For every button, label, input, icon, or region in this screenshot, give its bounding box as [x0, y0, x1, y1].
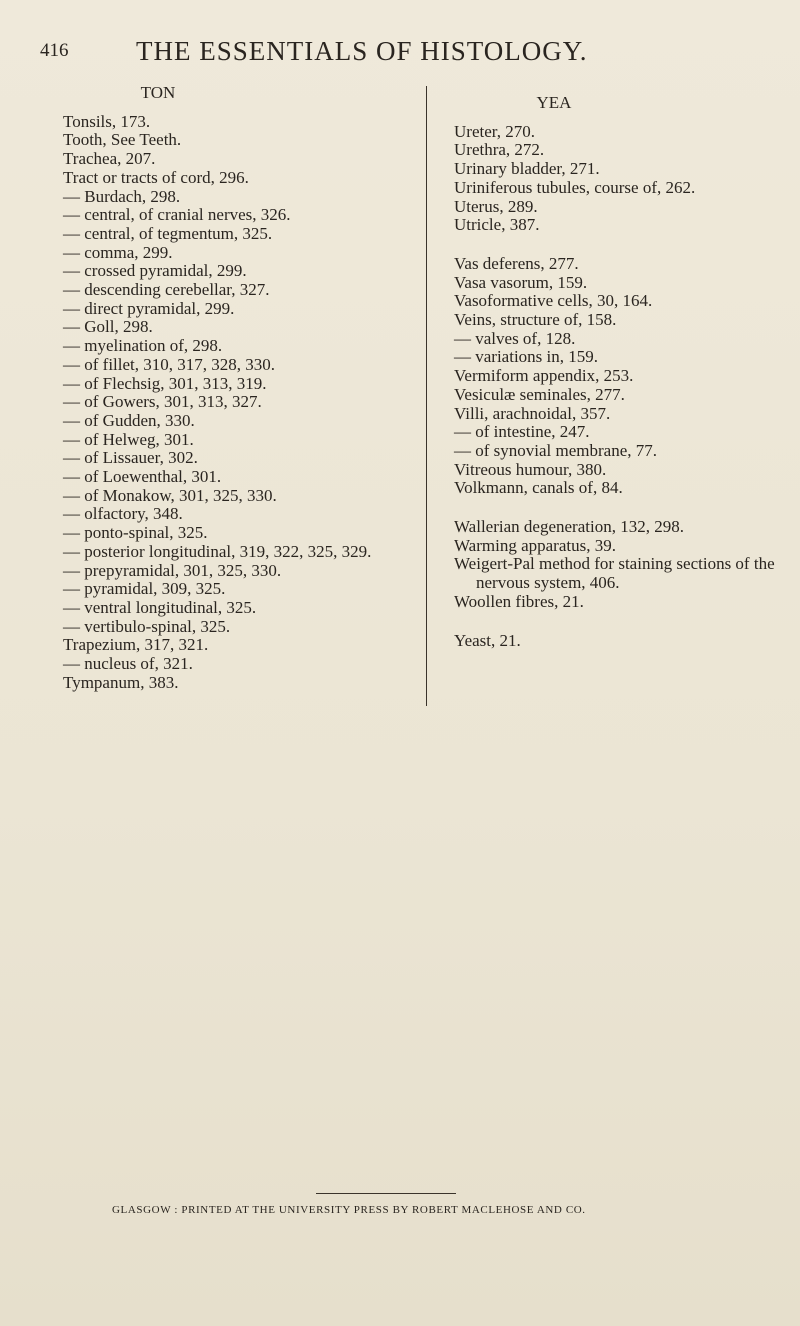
index-entry: Urinary bladder, 271. [454, 159, 600, 179]
index-entry-list-left [63, 113, 423, 693]
group-spacer [454, 235, 784, 255]
index-entry: Tract or tracts of cord, 296. [63, 167, 249, 187]
printer-imprint: GLASGOW : PRINTED AT THE UNIVERSITY PRESS BY ROBERT MACLEHOSE AND CO. [112, 1204, 586, 1216]
index-entry: Villi, arachnoidal, 357. [454, 403, 611, 423]
column-divider [426, 86, 427, 706]
index-entry: — of synovial membrane, 77. [454, 440, 658, 460]
index-entry: Urethra, 272. [454, 140, 545, 160]
index-entry: — Goll, 298. [63, 317, 153, 337]
index-entry: Vasoformative cells, 30, 164. [454, 291, 653, 311]
index-entry: Ureter, 270. [454, 121, 535, 141]
index-entry: — central, of tegmentum, 325. [63, 223, 273, 243]
index-entry: — pyramidal, 309, 325. [63, 579, 226, 599]
index-entry: — of Monakow, 301, 325, 330. [63, 485, 277, 505]
index-entry: — ponto-spinal, 325. [63, 523, 208, 543]
index-entry: — of Flechsig, 301, 313, 319. [63, 373, 267, 393]
page-number: 416 [40, 40, 69, 61]
index-entry: — prepyramidal, 301, 325, 330. [63, 560, 282, 580]
index-entry: Utricle, 387. [454, 215, 540, 235]
index-entry: Tympanum, 383. [63, 672, 179, 692]
index-entry: Vermiform appendix, 253. [454, 366, 634, 386]
footer-rule [316, 1193, 456, 1194]
group-spacer [454, 612, 784, 632]
index-entry: — valves of, 128. [454, 328, 576, 348]
index-entry: — of Gudden, 330. [63, 410, 195, 430]
index-entry: — nucleus of, 321. [63, 654, 193, 674]
index-entry: Uriniferous tubules, course of, 262. [454, 177, 696, 197]
running-head [40, 36, 740, 70]
index-column-right [454, 84, 784, 650]
index-entry: — of Helweg, 301. [63, 429, 194, 449]
index-entry: Weigert-Pal method for staining sections of the nervous system, 406. [454, 554, 775, 593]
running-title: THE ESSENTIALS OF HISTOLOGY. [136, 36, 588, 66]
index-entry: Yeast, 21. [454, 630, 521, 650]
index-entry: — of Gowers, 301, 313, 327. [63, 392, 262, 412]
index-entry: — of Loewenthal, 301. [63, 467, 222, 487]
index-entry: — variations in, 159. [454, 347, 599, 367]
index-entry: Woollen fibres, 21. [454, 591, 584, 611]
index-entry: — comma, 299. [63, 242, 173, 262]
column-heading-right: YEA [536, 93, 572, 112]
index-entry: — posterior longitudinal, 319, 322, 325, 329. [63, 541, 372, 561]
index-entry: Wallerian degeneration, 132, 298. [454, 517, 684, 537]
index-entry: — of fillet, 310, 317, 328, 330. [63, 354, 276, 374]
index-entry: Vesiculæ seminales, 277. [454, 384, 625, 404]
index-entry-list-right [454, 123, 784, 651]
index-entry: Vasa vasorum, 159. [454, 272, 588, 292]
index-entry: — ventral longitudinal, 325. [63, 597, 257, 617]
index-column-left [63, 84, 423, 693]
index-entry: Volkmann, canals of, 84. [454, 478, 623, 498]
index-entry: — direct pyramidal, 299. [63, 298, 235, 318]
index-entry: — crossed pyramidal, 299. [63, 261, 247, 281]
index-entry: — of Lissauer, 302. [63, 448, 198, 468]
index-entry: — central, of cranial nerves, 326. [63, 205, 291, 225]
index-entry: Veins, structure of, 158. [454, 310, 617, 330]
index-entry: Vitreous humour, 380. [454, 459, 607, 479]
index-entry: Uterus, 289. [454, 196, 538, 216]
index-entry: — descending cerebellar, 327. [63, 280, 270, 300]
index-entry: — olfactory, 348. [63, 504, 183, 524]
index-entry: Trachea, 207. [63, 149, 156, 169]
index-entry: — vertibulo-spinal, 325. [63, 616, 231, 636]
group-spacer [454, 498, 784, 518]
column-heading-left: TON [140, 83, 176, 102]
index-entry: Trapezium, 317, 321. [63, 635, 209, 655]
index-entry: Tonsils, 173. [63, 111, 151, 131]
index-entry: — myelination of, 298. [63, 336, 223, 356]
index-entry: — of intestine, 247. [454, 422, 590, 442]
index-entry: — Burdach, 298. [63, 186, 181, 206]
index-entry: Tooth, See Teeth. [63, 130, 182, 150]
index-entry: Warming apparatus, 39. [454, 535, 616, 555]
index-entry: Vas deferens, 277. [454, 253, 579, 273]
